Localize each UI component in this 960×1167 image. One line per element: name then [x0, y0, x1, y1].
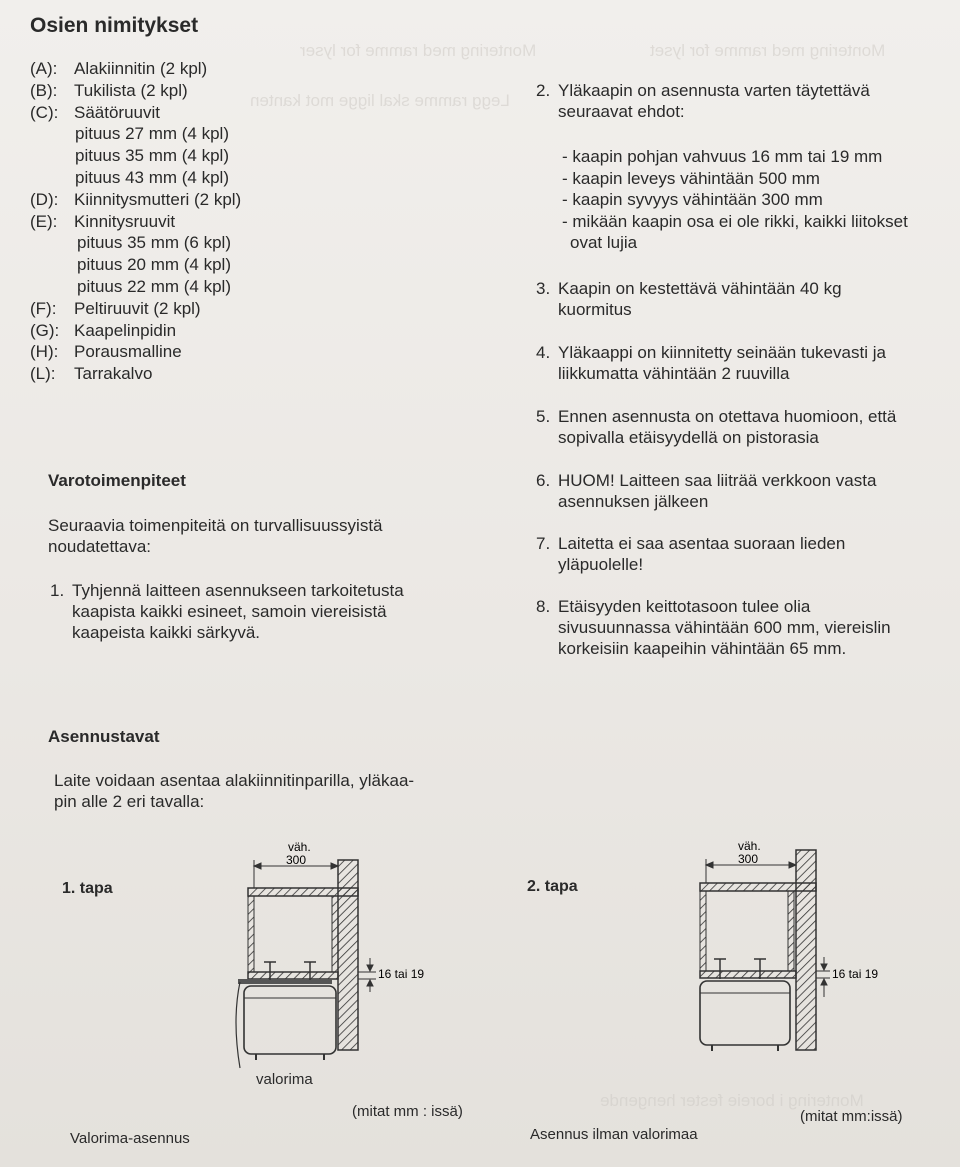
condition-line: - kaapin leveys vähintään 500 mm	[562, 168, 820, 188]
requirement-item-4	[536, 342, 946, 384]
requirement-item-2	[536, 80, 946, 122]
part-text: Säätöruuvit	[74, 102, 160, 122]
part-text: pituus 22 mm (4 kpl)	[77, 276, 231, 296]
part-row	[30, 341, 241, 363]
text-line: noudatettava:	[48, 537, 152, 556]
text-line: kaapista kaikki esineet, samoin viereisistä	[72, 602, 387, 621]
condition-line: - kaapin pohjan vahvuus 16 mm tai 19 mm	[562, 147, 883, 166]
text-line: Laitetta ei saa asentaa suoraan lieden	[558, 534, 846, 553]
condition-line: ovat lujia	[570, 233, 638, 252]
figure2-caption: Asennus ilman valorimaa	[530, 1126, 698, 1143]
dim-vah-label: väh.	[738, 839, 761, 853]
figure2-label: 2. tapa	[527, 878, 578, 895]
warnings-heading: Varotoimenpiteet	[48, 471, 186, 490]
text-line: Yläkaappi on kiinnitetty seinään tukevasti ja	[558, 343, 886, 362]
part-text: pituus 20 mm (4 kpl)	[77, 255, 231, 275]
text-line: Kaapin on kestettävä vähintään 40 kg	[558, 279, 842, 298]
install-heading: Asennustavat	[48, 727, 160, 746]
text-line: sopivalla etäisyydellä on pistorasia	[558, 428, 819, 447]
part-tag: (E):	[30, 211, 58, 231]
bleed-through-text: Legg ramme skal ligge mot kanten	[250, 91, 510, 110]
part-row	[30, 145, 241, 167]
part-row	[30, 254, 241, 276]
part-text: Alakiinnitin (2 kpl)	[74, 59, 208, 78]
part-tag: (D):	[30, 189, 59, 209]
item-number: 5.	[536, 407, 551, 426]
condition-line: - mikään kaapin osa ei ole rikki, kaikki liitokset	[562, 211, 908, 231]
text-line: Laite voidaan asentaa alakiinnitinparilla, yläkaa-	[54, 771, 415, 790]
text-line: liikkumatta vähintään 2 ruuvilla	[558, 364, 790, 383]
part-row	[30, 363, 241, 385]
requirement-item-6	[536, 470, 946, 512]
warnings-intro	[48, 515, 383, 557]
item-number: 8.	[536, 597, 551, 616]
part-row	[30, 102, 241, 124]
dim-300-label: 300	[286, 853, 307, 867]
dim-thickness-label: 16 tai 19	[832, 967, 879, 981]
part-row	[30, 276, 241, 298]
text-line: asennuksen jälkeen	[558, 492, 709, 511]
dim-thickness-label: 16 tai 19	[378, 967, 425, 981]
item-number: 1.	[50, 581, 65, 600]
item-number: 7.	[536, 534, 551, 553]
part-tag: (B):	[30, 80, 58, 100]
text-line: Tyhjennä laitteen asennukseen tarkoitetusta	[72, 581, 404, 600]
dimension-thickness	[358, 958, 376, 992]
dimension-thickness	[816, 957, 830, 997]
text-line: kaapeista kaikki särkyvä.	[72, 623, 261, 642]
item-number: 4.	[536, 343, 551, 362]
appliance	[244, 986, 336, 1060]
page-title: Osien nimitykset	[30, 14, 199, 37]
text-line: seuraavat ehdot:	[558, 102, 685, 121]
part-row	[30, 167, 241, 189]
part-tag: (G):	[30, 320, 60, 340]
text-line: yläpuolelle!	[558, 555, 644, 574]
part-tag: (H):	[30, 342, 59, 362]
appliance	[700, 981, 790, 1051]
part-text: pituus 27 mm (4 kpl)	[75, 124, 229, 144]
cabinet-conditions	[562, 146, 908, 254]
part-tag: (F):	[30, 298, 57, 318]
text-line: kuormitus	[558, 300, 632, 319]
bleed-through-text: Montering i boreie fester hengende	[600, 1091, 864, 1110]
bleed-through-text: Montering med ramme for lyset	[650, 41, 886, 60]
requirement-item-7	[536, 533, 946, 575]
part-tag: (A):	[30, 59, 58, 78]
text-line: Yläkaapin on asennusta varten täytettävä	[558, 81, 870, 100]
figure1-units: (mitat mm : issä)	[352, 1103, 463, 1120]
part-row	[30, 211, 241, 233]
part-text: Kinnitysruuvit	[74, 211, 176, 231]
text-line: Seuraavia toimenpiteitä on turvallisuussyistä	[48, 516, 383, 535]
text-line: Etäisyyden keittotasoon tulee olia	[558, 597, 811, 616]
light-rail	[238, 979, 332, 984]
bleed-through-text: Montering med ramme for lyser	[300, 41, 537, 60]
part-text: pituus 43 mm (4 kpl)	[75, 167, 229, 187]
figure1-caption: Valorima-asennus	[70, 1130, 190, 1147]
part-text: Tukilista (2 kpl)	[74, 80, 188, 100]
part-text: Tarrakalvo	[74, 364, 153, 384]
item-number: 2.	[536, 81, 551, 100]
text-line: Ennen asennusta on otettava huomioon, että	[558, 407, 897, 426]
text-line: HUOM! Laitteen saa liiträä verkkoon vasta	[558, 471, 877, 490]
part-row	[30, 232, 241, 254]
requirement-item-5	[536, 406, 946, 448]
install-intro	[54, 770, 414, 812]
item-number: 6.	[536, 471, 551, 490]
wall	[796, 850, 816, 1050]
part-row	[30, 320, 241, 342]
requirement-item-8	[536, 596, 946, 659]
part-text: Peltiruuvit (2 kpl)	[74, 298, 201, 318]
part-row	[30, 298, 241, 320]
parts-list	[30, 58, 241, 385]
figure2-units: (mitat mm:issä)	[800, 1108, 903, 1125]
item-number: 3.	[536, 279, 551, 298]
text-line: korkeisiin kaapeihin vähintään 65 mm.	[558, 639, 847, 658]
figure1-label: 1. tapa	[62, 880, 113, 897]
part-text: Porausmalline	[74, 342, 182, 362]
valorima-pointer	[236, 982, 240, 1068]
dim-vah-label: väh.	[288, 840, 311, 854]
part-row	[30, 80, 241, 102]
part-text: Kiinnitysmutteri (2 kpl)	[74, 189, 242, 209]
text-line: sivusuunnassa vähintään 600 mm, viereislin	[558, 618, 891, 637]
text-line: pin alle 2 eri tavalla:	[54, 792, 205, 811]
valorima-label: valorima	[256, 1071, 313, 1088]
part-text: pituus 35 mm (4 kpl)	[75, 146, 229, 166]
part-row	[30, 123, 241, 145]
condition-line: - kaapin syvyys vähintään 300 mm	[562, 190, 823, 209]
dim-300-label: 300	[738, 852, 759, 866]
part-tag: (C):	[30, 102, 59, 122]
warning-item-1	[50, 580, 404, 643]
part-text: pituus 35 mm (6 kpl)	[77, 233, 231, 253]
part-row	[30, 189, 241, 211]
requirement-item-3	[536, 278, 946, 320]
part-tag: (L):	[30, 364, 56, 384]
figure1-diagram	[220, 840, 520, 1080]
part-row	[30, 58, 241, 80]
figure2-diagram	[680, 835, 960, 1075]
part-text: Kaapelinpidin	[74, 320, 177, 340]
